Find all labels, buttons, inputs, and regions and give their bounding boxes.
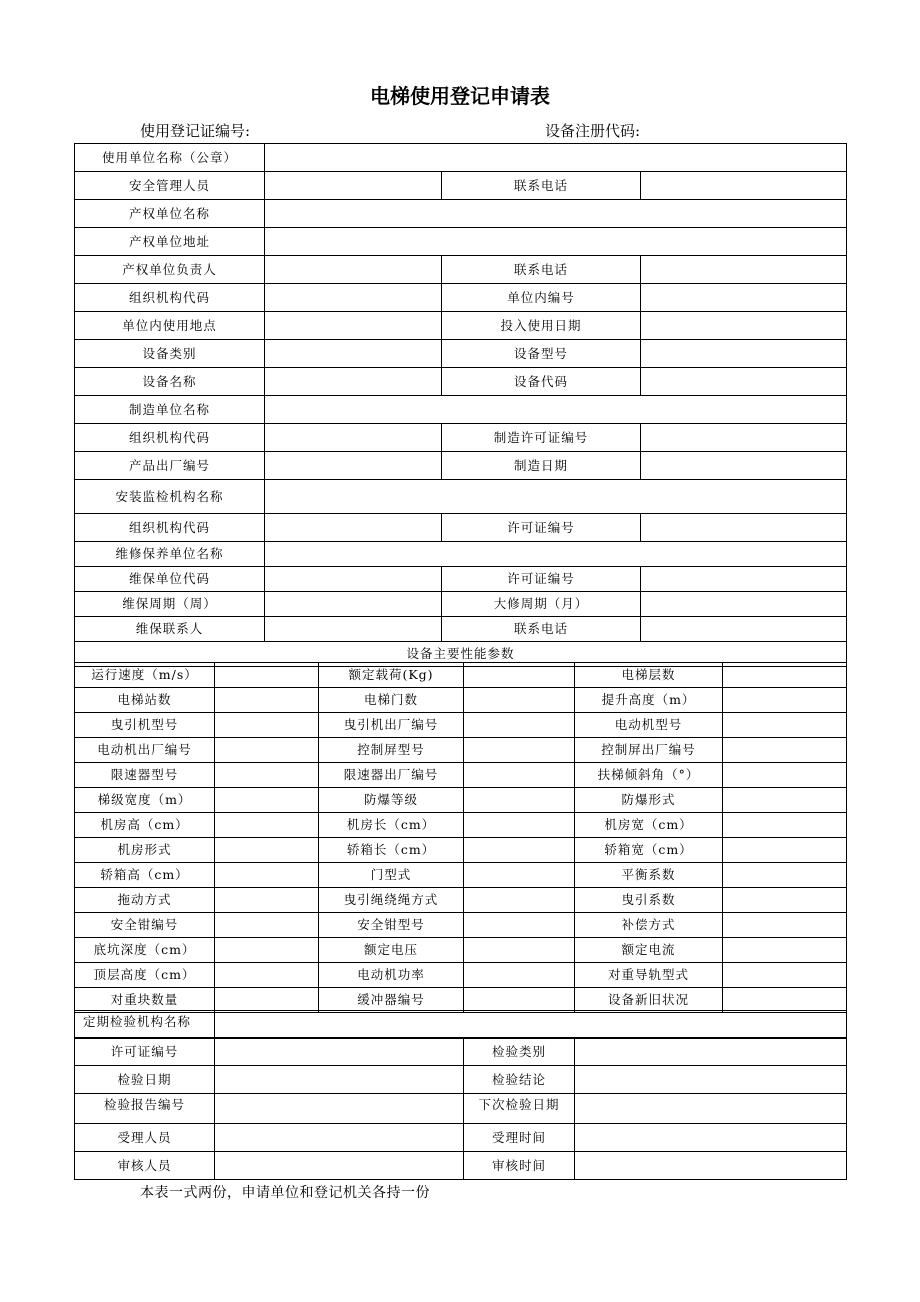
param-value-field[interactable] [464, 863, 575, 888]
reviewer-label: 审核人员 [75, 1152, 215, 1180]
reviewer-field[interactable] [215, 1152, 464, 1180]
review-time-field[interactable] [575, 1152, 847, 1180]
param-label: 对重块数量 [75, 988, 215, 1013]
owner-unit-name-label: 产权单位名称 [75, 200, 265, 228]
param-label: 轿箱长（cm） [319, 838, 464, 863]
periodic-org-table [74, 1010, 847, 1039]
params-row [75, 788, 847, 813]
param-value-field[interactable] [723, 863, 847, 888]
params-row [75, 738, 847, 763]
maintenance-cycle-field[interactable] [265, 592, 442, 617]
param-label: 补偿方式 [575, 913, 723, 938]
manufacture-date-label: 制造日期 [442, 452, 641, 480]
param-label: 顶层高度（cm） [75, 963, 215, 988]
maintenance-contact-phone-label: 联系电话 [442, 617, 641, 642]
receive-time-field[interactable] [575, 1124, 847, 1152]
param-label: 曳引机型号 [75, 713, 215, 738]
maintenance-unit-code-field[interactable] [265, 567, 442, 592]
param-label: 限速器出厂编号 [319, 763, 464, 788]
param-label: 电梯层数 [575, 663, 723, 688]
safety-manager-field[interactable] [265, 172, 442, 200]
params-row [75, 838, 847, 863]
maintenance-unit-name-label: 维修保养单位名称 [75, 542, 265, 567]
maintenance-contact-field[interactable] [265, 617, 442, 642]
param-label: 控制屏出厂编号 [575, 738, 723, 763]
param-value-field[interactable] [464, 888, 575, 913]
param-label: 梯级宽度（m） [75, 788, 215, 813]
params-row [75, 988, 847, 1013]
param-label: 电动机出厂编号 [75, 738, 215, 763]
param-label: 安全钳编号 [75, 913, 215, 938]
param-value-field[interactable] [464, 713, 575, 738]
param-value-field[interactable] [723, 988, 847, 1013]
maintenance-license-no-field[interactable] [641, 567, 847, 592]
param-value-field[interactable] [723, 913, 847, 938]
param-value-field[interactable] [464, 938, 575, 963]
param-value-field[interactable] [723, 738, 847, 763]
param-label: 缓冲器编号 [319, 988, 464, 1013]
param-value-field[interactable] [215, 888, 319, 913]
manufacturer-org-code-label: 组织机构代码 [75, 424, 265, 452]
param-value-field[interactable] [215, 788, 319, 813]
params-row [75, 688, 847, 713]
param-value-field[interactable] [215, 688, 319, 713]
param-label: 电动机功率 [319, 963, 464, 988]
params-row [75, 713, 847, 738]
param-label: 限速器型号 [75, 763, 215, 788]
periodic-org-name-field[interactable] [215, 1011, 847, 1039]
param-value-field[interactable] [215, 713, 319, 738]
manufacturer-name-label: 制造单位名称 [75, 396, 265, 424]
inspection-type-field[interactable] [575, 1038, 847, 1066]
param-label: 电梯门数 [319, 688, 464, 713]
param-label: 轿箱宽（cm） [575, 838, 723, 863]
inspection-org-code-label: 组织机构代码 [75, 514, 265, 542]
periodic-org-name-label: 定期检验机构名称 [75, 1011, 215, 1039]
reg-code-label: 设备注册代码: [545, 122, 641, 140]
param-value-field[interactable] [215, 838, 319, 863]
params-row [75, 863, 847, 888]
param-label: 防爆形式 [575, 788, 723, 813]
owner-unit-address-label: 产权单位地址 [75, 228, 265, 256]
param-label: 机房形式 [75, 838, 215, 863]
param-label: 底坑深度（cm） [75, 938, 215, 963]
param-value-field[interactable] [723, 938, 847, 963]
next-inspection-date-field[interactable] [575, 1094, 847, 1124]
owner-unit-leader-field[interactable] [265, 256, 442, 284]
manufacture-license-no-label: 制造许可证编号 [442, 424, 641, 452]
equipment-code-field[interactable] [641, 368, 847, 396]
commission-date-label: 投入使用日期 [442, 312, 641, 340]
param-label: 提升高度（m） [575, 688, 723, 713]
footer-note: 本表一式两份，申请单位和登记机关各持一份 [140, 1185, 430, 1201]
org-code-field[interactable] [265, 284, 442, 312]
param-value-field[interactable] [723, 813, 847, 838]
param-label: 额定电流 [575, 938, 723, 963]
param-label: 额定电压 [319, 938, 464, 963]
inspection-type-label: 检验类别 [464, 1038, 575, 1066]
unit-internal-no-label: 单位内编号 [442, 284, 641, 312]
manufacture-license-no-field[interactable] [641, 424, 847, 452]
equipment-name-label: 设备名称 [75, 368, 265, 396]
param-value-field[interactable] [464, 688, 575, 713]
param-value-field[interactable] [464, 813, 575, 838]
review-time-label: 审核时间 [464, 1152, 575, 1180]
manufacturer-name-field[interactable] [265, 396, 847, 424]
param-value-field[interactable] [723, 788, 847, 813]
param-value-field[interactable] [215, 763, 319, 788]
install-inspection-org-field[interactable] [265, 480, 847, 514]
maintenance-unit-name-field[interactable] [265, 542, 847, 567]
manufacture-date-field[interactable] [641, 452, 847, 480]
owner-unit-name-field[interactable] [265, 200, 847, 228]
param-label: 运行速度（m/s） [75, 663, 215, 688]
params-table [74, 662, 847, 1013]
param-label: 门型式 [319, 863, 464, 888]
maintenance-unit-code-label: 维保单位代码 [75, 567, 265, 592]
param-label: 电动机型号 [575, 713, 723, 738]
factory-serial-no-label: 产品出厂编号 [75, 452, 265, 480]
equipment-category-field[interactable] [265, 340, 442, 368]
param-value-field[interactable] [723, 963, 847, 988]
maintenance-cycle-label: 维保周期（周） [75, 592, 265, 617]
equipment-name-field[interactable] [265, 368, 442, 396]
inspection-license-no-field[interactable] [641, 514, 847, 542]
param-value-field[interactable] [215, 863, 319, 888]
params-row [75, 813, 847, 838]
unit-info-table [74, 143, 847, 667]
use-unit-name-field[interactable] [265, 144, 847, 172]
safety-manager-label: 安全管理人员 [75, 172, 265, 200]
params-row [75, 963, 847, 988]
param-value-field[interactable] [723, 713, 847, 738]
param-value-field[interactable] [464, 788, 575, 813]
param-label: 扶梯倾斜角（°） [575, 763, 723, 788]
maintenance-license-no-label: 许可证编号 [442, 567, 641, 592]
param-label: 轿箱高（cm） [75, 863, 215, 888]
param-value-field[interactable] [723, 838, 847, 863]
form-title: 电梯使用登记申请表 [370, 84, 550, 108]
report-no-field[interactable] [215, 1094, 464, 1124]
param-value-field[interactable] [723, 763, 847, 788]
report-no-label: 检验报告编号 [75, 1094, 215, 1124]
param-value-field[interactable] [723, 663, 847, 688]
param-value-field[interactable] [215, 963, 319, 988]
license-no-field[interactable] [215, 1038, 464, 1066]
param-value-field[interactable] [464, 663, 575, 688]
param-value-field[interactable] [215, 813, 319, 838]
unit-internal-no-field[interactable] [641, 284, 847, 312]
param-label: 电梯站数 [75, 688, 215, 713]
equipment-model-field[interactable] [641, 340, 847, 368]
owner-contact-phone-field[interactable] [641, 256, 847, 284]
unit-use-location-field[interactable] [265, 312, 442, 340]
receiver-label: 受理人员 [75, 1124, 215, 1152]
maintenance-contact-label: 维保联系人 [75, 617, 265, 642]
param-value-field[interactable] [464, 763, 575, 788]
param-value-field[interactable] [464, 988, 575, 1013]
inspection-date-field[interactable] [215, 1066, 464, 1094]
param-value-field[interactable] [464, 738, 575, 763]
param-label: 机房宽（cm） [575, 813, 723, 838]
param-label: 曳引系数 [575, 888, 723, 913]
param-label: 防爆等级 [319, 788, 464, 813]
owner-contact-phone-label: 联系电话 [442, 256, 641, 284]
param-label: 设备新旧状况 [575, 988, 723, 1013]
param-value-field[interactable] [723, 888, 847, 913]
install-inspection-org-label: 安装监检机构名称 [75, 480, 265, 514]
param-value-field[interactable] [215, 938, 319, 963]
param-value-field[interactable] [215, 738, 319, 763]
inspection-detail-table [74, 1037, 847, 1180]
param-label: 曳引绳绕绳方式 [319, 888, 464, 913]
param-value-field[interactable] [215, 913, 319, 938]
params-row [75, 888, 847, 913]
param-label: 机房长（cm） [319, 813, 464, 838]
contact-phone-label: 联系电话 [442, 172, 641, 200]
param-label: 曳引机出厂编号 [319, 713, 464, 738]
param-value-field[interactable] [464, 913, 575, 938]
params-header: 设备主要性能参数 [75, 642, 847, 667]
factory-serial-no-field[interactable] [265, 452, 442, 480]
maintenance-contact-phone-field[interactable] [641, 617, 847, 642]
param-label: 机房高（cm） [75, 813, 215, 838]
param-label: 控制屏型号 [319, 738, 464, 763]
overhaul-cycle-field[interactable] [641, 592, 847, 617]
equipment-code-label: 设备代码 [442, 368, 641, 396]
owner-unit-address-field[interactable] [265, 228, 847, 256]
param-value-field[interactable] [723, 688, 847, 713]
owner-unit-leader-label: 产权单位负责人 [75, 256, 265, 284]
param-value-field[interactable] [464, 963, 575, 988]
params-row [75, 763, 847, 788]
params-row [75, 938, 847, 963]
param-label: 额定载荷(Kg) [319, 663, 464, 688]
org-code-label: 组织机构代码 [75, 284, 265, 312]
overhaul-cycle-label: 大修周期（月） [442, 592, 641, 617]
use-unit-name-label: 使用单位名称（公章） [75, 144, 265, 172]
param-value-field[interactable] [215, 663, 319, 688]
param-label: 安全钳型号 [319, 913, 464, 938]
cert-no-label: 使用登记证编号: [140, 122, 251, 140]
inspection-conclusion-field[interactable] [575, 1066, 847, 1094]
param-value-field[interactable] [464, 838, 575, 863]
param-label: 拖动方式 [75, 888, 215, 913]
equipment-category-label: 设备类别 [75, 340, 265, 368]
license-no-label: 许可证编号 [75, 1038, 215, 1066]
next-inspection-date-label: 下次检验日期 [464, 1094, 575, 1124]
receiver-field[interactable] [215, 1124, 464, 1152]
inspection-date-label: 检验日期 [75, 1066, 215, 1094]
inspection-conclusion-label: 检验结论 [464, 1066, 575, 1094]
commission-date-field[interactable] [641, 312, 847, 340]
params-row [75, 913, 847, 938]
param-label: 平衡系数 [575, 863, 723, 888]
unit-use-location-label: 单位内使用地点 [75, 312, 265, 340]
inspection-license-no-label: 许可证编号 [442, 514, 641, 542]
equipment-model-label: 设备型号 [442, 340, 641, 368]
receive-time-label: 受理时间 [464, 1124, 575, 1152]
param-value-field[interactable] [215, 988, 319, 1013]
manufacturer-org-code-field[interactable] [265, 424, 442, 452]
params-row [75, 663, 847, 688]
contact-phone-field[interactable] [641, 172, 847, 200]
param-label: 对重导轨型式 [575, 963, 723, 988]
inspection-org-code-field[interactable] [265, 514, 442, 542]
